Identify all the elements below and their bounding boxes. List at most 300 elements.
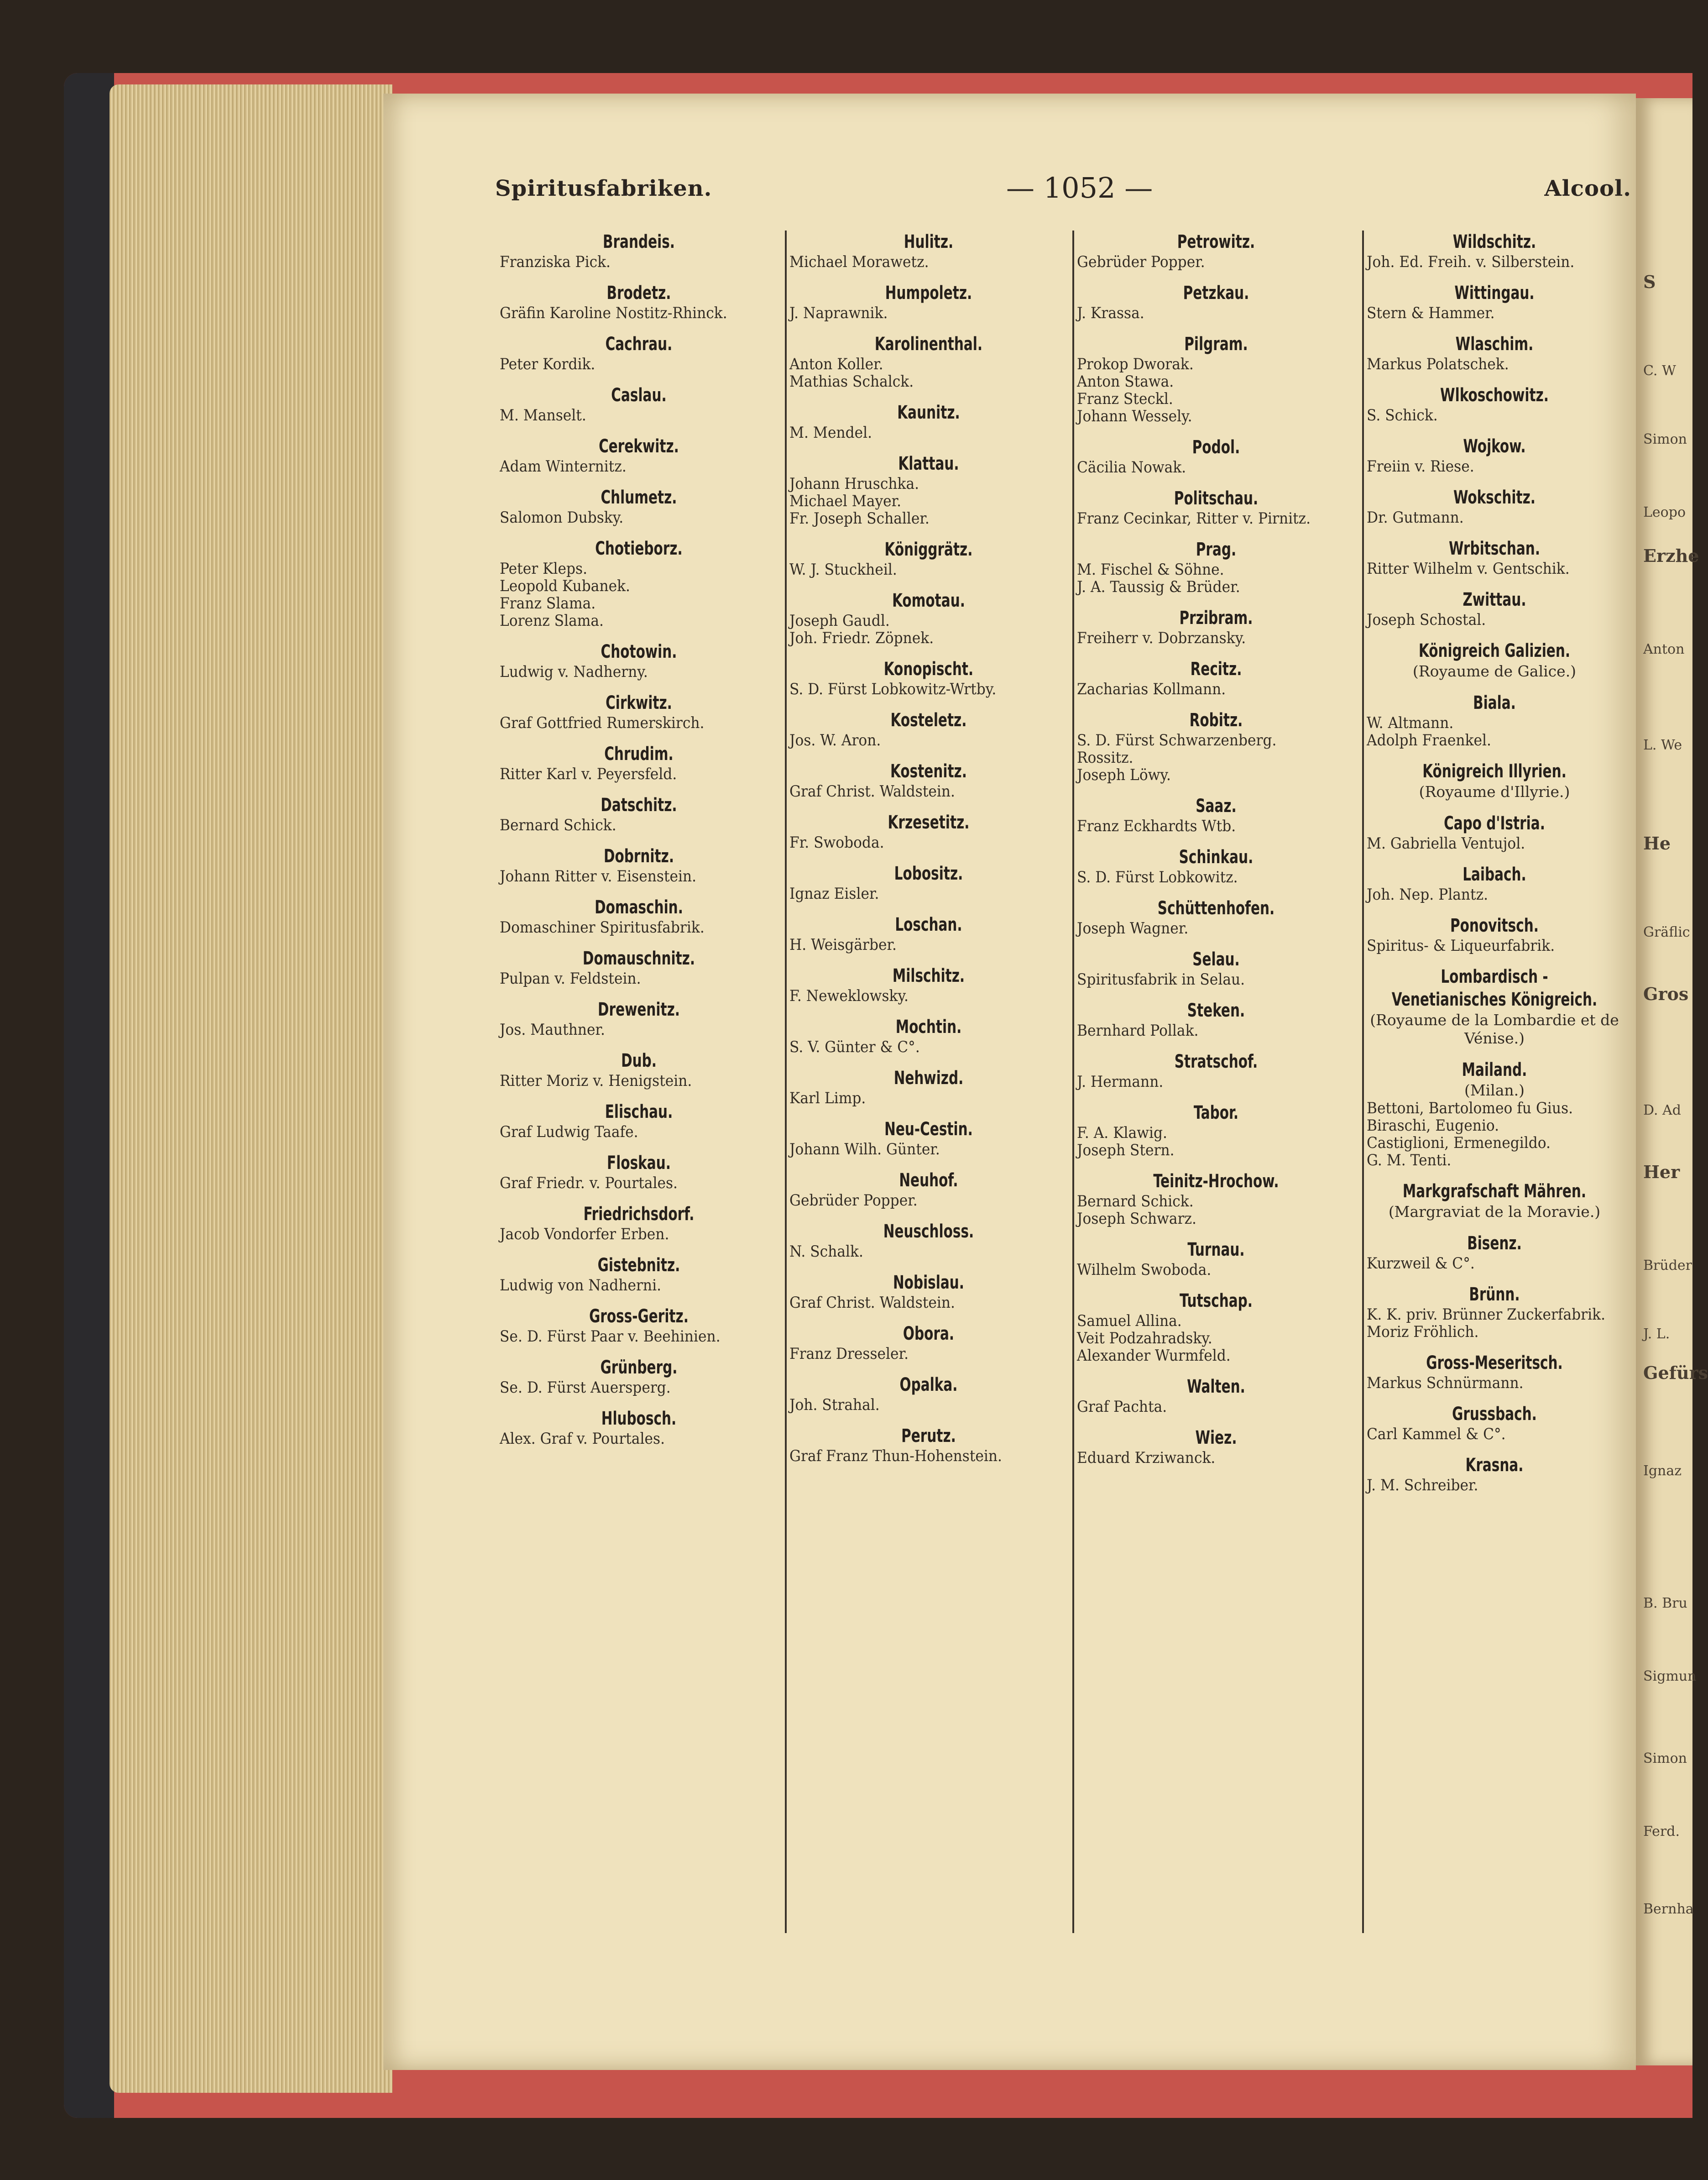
proprietor-name: K. K. priv. Brünner Zuckerfabrik. (1367, 1305, 1606, 1324)
proprietor-name: Peter Kleps. (500, 560, 588, 578)
place-heading: Grussbach. (1452, 1404, 1537, 1425)
directory-column-4 (1367, 231, 1622, 1933)
next-page-fragment: L. We (1643, 737, 1682, 753)
proprietor-name: N. Schalk. (789, 1242, 863, 1261)
place-heading: Komotau. (892, 590, 965, 611)
directory-entry (789, 538, 1068, 578)
directory-entry (1077, 1289, 1355, 1364)
place-heading: Neu-Cestin. (884, 1119, 973, 1140)
proprietor-name: J. Hermann. (1077, 1073, 1164, 1091)
directory-entry (1077, 846, 1355, 886)
next-page-fragment: Anton (1643, 641, 1685, 657)
directory-entry (1367, 282, 1622, 322)
proprietor-name: Markus Polatschek. (1367, 355, 1509, 373)
place-heading: Ponovitsch. (1450, 915, 1539, 936)
place-heading: Robitz. (1189, 710, 1243, 731)
next-page-fragment: Erzhe (1643, 545, 1699, 566)
directory-entry (500, 794, 778, 834)
directory-entry (1077, 436, 1355, 476)
directory-entry (1367, 486, 1622, 526)
directory-entry (789, 1016, 1068, 1056)
directory-entry (789, 1322, 1068, 1362)
place-heading: Caslau. (611, 385, 667, 406)
directory-entry (789, 658, 1068, 698)
running-head-left: Spiritusfabriken. (495, 176, 712, 201)
place-heading: Krzesetitz. (888, 812, 970, 833)
proprietor-name: F. Neweklowsky. (789, 987, 909, 1005)
directory-entry (1367, 1283, 1622, 1341)
proprietor-name: Biraschi, Eugenio. (1367, 1116, 1499, 1135)
place-heading: Obora. (903, 1323, 955, 1344)
proprietor-name: Markus Schnürmann. (1367, 1374, 1524, 1392)
proprietor-name: Alexander Wurmfeld. (1077, 1347, 1231, 1365)
proprietor-name: Joseph Stern. (1077, 1141, 1175, 1159)
place-heading: Wlkoschowitz. (1440, 385, 1549, 406)
proprietor-name: Johann Ritter v. Eisenstein. (500, 867, 697, 886)
next-page-fragment: Ferd. (1643, 1824, 1680, 1839)
place-heading: Bisenz. (1467, 1233, 1522, 1254)
next-page-fragment: Gros (1643, 984, 1689, 1004)
directory-entry (500, 1356, 778, 1396)
place-heading: Perutz. (901, 1425, 956, 1446)
proprietor-name: Bernard Schick. (500, 816, 616, 834)
place-heading: Gistebnitz. (597, 1255, 680, 1276)
directory-entry (1367, 231, 1622, 271)
directory-entry (1367, 1180, 1622, 1221)
place-heading: Zwittau. (1463, 589, 1526, 610)
place-heading: Opalka. (899, 1374, 958, 1395)
next-page-fragment: Sigmun (1643, 1668, 1697, 1684)
place-heading: Domauschnitz. (582, 948, 695, 969)
directory-entry (1077, 607, 1355, 647)
proprietor-name: Anton Stawa. (1077, 372, 1174, 391)
proprietor-name: Graf Ludwig Taafe. (500, 1123, 638, 1141)
next-page-fragment: Gefürs (1643, 1362, 1708, 1383)
directory-entry (1077, 1101, 1355, 1159)
proprietor-name: Zacharias Kollmann. (1077, 680, 1226, 698)
directory-entry (789, 1169, 1068, 1209)
proprietor-name: Peter Kordik. (500, 355, 595, 373)
place-heading: Pilgram. (1184, 334, 1248, 355)
place-heading: Wrbitschan. (1448, 538, 1541, 559)
place-heading: Drewenitz. (598, 999, 680, 1020)
proprietor-name: Pulpan v. Feldstein. (500, 969, 641, 988)
proprietor-name: Johann Wilh. Günter. (789, 1140, 940, 1158)
proprietor-name: Joseph Schwarz. (1077, 1210, 1196, 1228)
proprietor-name: Karl Limp. (789, 1089, 866, 1107)
proprietor-name: H. Weisgärber. (789, 936, 897, 954)
proprietor-name: Spiritus- & Liqueurfabrik. (1367, 937, 1555, 955)
place-heading: Wojkow. (1463, 436, 1526, 457)
place-heading: Königreich Illyrien. (1422, 761, 1567, 782)
place-heading: Elischau. (605, 1101, 673, 1122)
place-heading: Turnau. (1187, 1239, 1245, 1260)
place-heading: Petzkau. (1183, 283, 1249, 304)
proprietor-name: Gräfin Karoline Nostitz-Rhinck. (500, 304, 727, 322)
place-heading: Markgrafschaft Mähren. (1402, 1181, 1587, 1202)
directory-entry (1367, 692, 1622, 749)
proprietor-name: Graf Friedr. v. Pourtales. (500, 1174, 678, 1192)
place-heading: Lobositz. (894, 863, 963, 884)
place-heading: Wokschitz. (1453, 487, 1536, 508)
directory-entry (500, 998, 778, 1038)
next-page-fragment: Gräflic (1643, 924, 1690, 940)
place-heading: Brodetz. (606, 283, 671, 304)
next-page-fragment: Her (1643, 1162, 1680, 1182)
directory-entry (1077, 1050, 1355, 1090)
directory-entry (1367, 1454, 1622, 1494)
proprietor-name: Bernard Schick. (1077, 1192, 1194, 1211)
place-heading: Hlubosch. (601, 1408, 677, 1429)
directory-entry (1367, 863, 1622, 903)
proprietor-name: Ludwig von Nadherni. (500, 1276, 662, 1294)
place-heading: Gross-Meseritsch. (1426, 1352, 1563, 1373)
proprietor-name: M. Manselt. (500, 406, 586, 424)
proprietor-name: W. J. Stuckheil. (789, 561, 897, 579)
proprietor-name: Bernhard Pollak. (1077, 1022, 1199, 1040)
place-heading: Biala. (1473, 692, 1516, 713)
next-page-fragment: J. L. (1643, 1326, 1670, 1342)
place-heading: Neuhof. (899, 1170, 958, 1191)
page-number: — 1052 — (1006, 171, 1153, 204)
proprietor-name: Jacob Vondorfer Erben. (500, 1225, 669, 1243)
proprietor-name: Fr. Swoboda. (789, 833, 884, 852)
place-heading: Politschau. (1174, 488, 1259, 509)
directory-entry (1077, 1375, 1355, 1415)
next-page-fragment: Ignaz (1643, 1463, 1682, 1479)
column-rule (1362, 231, 1364, 1933)
next-page-fragment: S (1643, 272, 1656, 292)
directory-entry (789, 401, 1068, 441)
place-heading: Karolinenthal. (874, 334, 983, 355)
directory-entry (1367, 812, 1622, 852)
directory-entry (1077, 487, 1355, 527)
proprietor-name: Graf Franz Thun-Hohenstein. (789, 1447, 1002, 1465)
directory-column-3 (1077, 231, 1355, 1933)
directory-entry (789, 1373, 1068, 1414)
page-edges (110, 84, 392, 2093)
place-heading: Humpoletz. (885, 283, 972, 304)
proprietor-name: Joseph Gaudl. (789, 612, 890, 630)
proprietor-name: Stern & Hammer. (1367, 304, 1495, 322)
proprietor-name: F. A. Klawig. (1077, 1124, 1167, 1142)
directory-entry (1367, 1403, 1622, 1443)
proprietor-name: Carl Kammel & C°. (1367, 1425, 1506, 1443)
proprietor-name: Dr. Gutmann. (1367, 508, 1464, 527)
directory-entry (1077, 538, 1355, 596)
proprietor-name: Eduard Krziwanck. (1077, 1449, 1216, 1467)
place-heading: Chotieborz. (595, 538, 683, 559)
next-page-fragment: Bernha (1643, 1901, 1694, 1917)
place-heading: Tabor. (1193, 1102, 1239, 1123)
proprietor-name: Joseph Löwy. (1077, 766, 1171, 784)
proprietor-name: Graf Pachta. (1077, 1398, 1167, 1416)
proprietor-name: Michael Morawetz. (789, 253, 929, 271)
place-heading: Dobrnitz. (603, 846, 674, 867)
next-page-fragment: D. Ad (1643, 1102, 1681, 1118)
place-heading: Hulitz. (904, 231, 954, 252)
directory-entry (500, 1100, 778, 1141)
directory-entry (500, 333, 778, 373)
place-heading: Kosteletz. (890, 710, 967, 731)
directory-entry (500, 537, 778, 629)
place-heading: Laibach. (1463, 864, 1526, 885)
proprietor-name: M. Fischel & Söhne. (1077, 561, 1224, 579)
place-heading: Capo d'Istria. (1444, 813, 1545, 834)
directory-entry (1367, 333, 1622, 373)
next-page-fragment: He (1643, 833, 1671, 854)
directory-entry (1367, 965, 1622, 1048)
directory-entry (1367, 1059, 1622, 1169)
proprietor-name: Freiherr v. Dobrzansky. (1077, 629, 1246, 647)
directory-entry (500, 1049, 778, 1090)
proprietor-name: M. Gabriella Ventujol. (1367, 834, 1525, 853)
directory-entry (1077, 709, 1355, 784)
directory-entry (789, 862, 1068, 902)
directory-entry (1077, 1170, 1355, 1227)
directory-entry (789, 709, 1068, 749)
directory-column-1 (500, 231, 778, 1933)
directory-entry (789, 1118, 1068, 1158)
directory-entry (500, 947, 778, 987)
place-translation: (Milan.) (1464, 1081, 1525, 1099)
proprietor-name: Ludwig v. Nadherny. (500, 663, 648, 681)
directory-entry (1077, 897, 1355, 937)
place-heading: Chrudim. (604, 744, 674, 765)
column-rule (785, 231, 787, 1933)
directory-entry (1077, 795, 1355, 835)
proprietor-name: Franz Dresseler. (789, 1345, 909, 1363)
next-page-fragment: Simon (1643, 431, 1687, 447)
place-heading: Cirkwitz. (606, 692, 672, 713)
place-heading: Krasna. (1465, 1455, 1524, 1476)
proprietor-name: J. M. Schreiber. (1367, 1476, 1478, 1494)
place-heading: Kostenitz. (890, 761, 967, 782)
proprietor-name: S. D. Fürst Lobkowitz. (1077, 868, 1238, 886)
directory-entry (789, 913, 1068, 954)
proprietor-name: Leopold Kubanek. (500, 577, 631, 595)
proprietor-name: Jos. W. Aron. (789, 731, 881, 749)
place-heading: Friedrichsdorf. (583, 1204, 695, 1225)
proprietor-name: Ignaz Eisler. (789, 885, 879, 903)
proprietor-name: Graf Christ. Waldstein. (789, 1294, 955, 1312)
directory-entry (500, 282, 778, 322)
next-page-fragment: B. Bru (1643, 1595, 1687, 1611)
directory-entry (789, 231, 1068, 271)
place-heading: Königreich Galizien. (1418, 640, 1571, 661)
proprietor-name: Joseph Schostal. (1367, 611, 1486, 629)
directory-entry (500, 1203, 778, 1243)
directory-entry (500, 231, 778, 271)
place-heading: Brünn. (1469, 1284, 1520, 1305)
place-heading: Dub. (621, 1050, 657, 1071)
place-heading: Klattau. (898, 453, 959, 474)
place-translation: (Royaume de la Lombardie et de Vénise.) (1370, 1011, 1619, 1047)
proprietor-name: S. Schick. (1367, 406, 1438, 424)
place-heading: Grünberg. (600, 1357, 678, 1378)
place-heading: Wildschitz. (1452, 231, 1536, 252)
proprietor-name: S. V. Günter & C°. (789, 1038, 920, 1056)
place-heading: Schinkau. (1179, 847, 1254, 868)
place-heading: Stratschof. (1174, 1051, 1258, 1072)
place-heading: Recitz. (1190, 659, 1242, 680)
directory-entry (1077, 282, 1355, 322)
proprietor-name: Salomon Dubsky. (500, 508, 624, 527)
place-heading: Lombardisch - Venetianisches Königreich. (1391, 966, 1598, 1010)
place-heading: Petrowitz. (1177, 231, 1255, 252)
place-heading: Przibram. (1179, 608, 1253, 629)
directory-entry (789, 1220, 1068, 1260)
proprietor-name: Franz Steckl. (1077, 390, 1173, 408)
proprietor-name: Se. D. Fürst Auersperg. (500, 1378, 671, 1397)
directory-entry (1077, 948, 1355, 988)
proprietor-name: J. A. Taussig & Brüder. (1077, 578, 1240, 596)
place-heading: Teinitz-Hrochow. (1153, 1171, 1279, 1192)
directory-entry (500, 845, 778, 885)
directory-entry (789, 811, 1068, 851)
proprietor-name: Michael Mayer. (789, 492, 902, 510)
directory-entry (500, 743, 778, 783)
directory-entry (789, 1425, 1068, 1465)
directory-entry (789, 964, 1068, 1005)
place-heading: Saaz. (1196, 796, 1237, 817)
proprietor-name: Spiritusfabrik in Selau. (1077, 970, 1245, 989)
directory-entry (1077, 999, 1355, 1039)
place-translation: (Royaume d'Illyrie.) (1419, 783, 1570, 801)
proprietor-name: Ritter Wilhelm v. Gentschik. (1367, 560, 1570, 578)
proprietor-name: Graf Christ. Waldstein. (789, 782, 955, 801)
running-head-right: Alcool. (1544, 176, 1631, 201)
directory-entry (500, 486, 778, 526)
place-heading: Schüttenhofen. (1157, 898, 1275, 919)
directory-entry (1367, 1352, 1622, 1392)
directory-entry (1367, 588, 1622, 629)
proprietor-name: Veit Podzahradsky. (1077, 1329, 1212, 1347)
directory-entry (1367, 384, 1622, 424)
proprietor-name: Graf Gottfried Rumerskirch. (500, 714, 705, 732)
directory-entry (1077, 1426, 1355, 1467)
place-heading: Walten. (1187, 1376, 1245, 1397)
proprietor-name: Domaschiner Spiritusfabrik. (500, 918, 705, 937)
proprietor-name: S. D. Fürst Schwarzenberg. (1077, 731, 1277, 749)
proprietor-name: Prokop Dworak. (1077, 355, 1194, 373)
place-heading: Datschitz. (601, 795, 677, 816)
directory-entry (500, 384, 778, 424)
directory-entry (789, 333, 1068, 390)
next-page-edge (1636, 98, 1708, 2065)
place-heading: Wittingau. (1454, 283, 1535, 304)
proprietor-name: J. Krassa. (1077, 304, 1144, 322)
directory-entry (789, 282, 1068, 322)
directory-entry (1367, 537, 1622, 577)
directory-entry (500, 1407, 778, 1447)
place-heading: Kaunitz. (897, 402, 960, 423)
directory-entry (1077, 1238, 1355, 1279)
place-heading: Selau. (1192, 949, 1240, 970)
proprietor-name: Bettoni, Bartolomeo fu Gius. (1367, 1099, 1573, 1117)
book-spine (64, 73, 114, 2118)
directory-entry (500, 896, 778, 936)
proprietor-name: Ritter Karl v. Peyersfeld. (500, 765, 677, 783)
directory-entry (789, 589, 1068, 647)
place-heading: Chlumetz. (601, 487, 677, 508)
proprietor-name: J. Naprawnik. (789, 304, 888, 322)
place-heading: Loschan. (895, 914, 962, 935)
running-head (495, 171, 1631, 212)
proprietor-name: Alex. Graf v. Pourtales. (500, 1430, 665, 1448)
place-heading: Mochtin. (895, 1017, 962, 1038)
directory-entry (500, 692, 778, 732)
directory-entry (1367, 1232, 1622, 1272)
directory-entry (1367, 760, 1622, 801)
place-heading: Cachrau. (605, 334, 673, 355)
directory-entry (500, 1152, 778, 1192)
proprietor-name: Johann Wessely. (1077, 407, 1192, 425)
place-heading: Steken. (1187, 1000, 1245, 1021)
proprietor-name: Cäcilia Nowak. (1077, 458, 1186, 477)
place-heading: Floskau. (607, 1153, 671, 1174)
directory-entry (1367, 639, 1622, 681)
proprietor-name: Wilhelm Swoboda. (1077, 1261, 1212, 1279)
next-page-fragment: C. W (1643, 363, 1676, 379)
directory-entry (1077, 231, 1355, 271)
proprietor-name: Joh. Nep. Plantz. (1367, 886, 1489, 904)
directory-entry (789, 760, 1068, 800)
proprietor-name: Joh. Ed. Freih. v. Silberstein. (1367, 253, 1575, 271)
next-page-fragment: Leopo (1643, 504, 1686, 520)
directory-entry (789, 1067, 1068, 1107)
proprietor-name: Adolph Fraenkel. (1367, 731, 1491, 749)
directory-entry (500, 640, 778, 681)
proprietor-name: Franziska Pick. (500, 253, 611, 271)
proprietor-name: Freiin v. Riese. (1367, 457, 1474, 476)
proprietor-name: Gebrüder Popper. (1077, 253, 1205, 271)
directory-entry (1367, 914, 1622, 954)
proprietor-name: Moriz Fröhlich. (1367, 1323, 1479, 1341)
proprietor-name: Mathias Schalck. (789, 372, 914, 391)
place-heading: Wlaschim. (1455, 334, 1534, 355)
place-translation: (Margraviat de la Moravie.) (1388, 1203, 1601, 1221)
directory-entry (500, 435, 778, 475)
proprietor-name: Castiglioni, Ermenegildo. (1367, 1134, 1551, 1152)
proprietor-name: Anton Koller. (789, 355, 883, 373)
proprietor-name: Johann Hruschka. (789, 475, 919, 493)
place-heading: Königgrätz. (884, 539, 973, 560)
place-heading: Konopischt. (883, 659, 974, 680)
proprietor-name: Adam Winternitz. (500, 457, 627, 476)
proprietor-name: S. D. Fürst Lobkowitz-Wrtby. (789, 680, 997, 698)
proprietor-name: Joh. Strahal. (789, 1396, 880, 1414)
place-heading: Chotowin. (601, 641, 677, 662)
place-heading: Nobislau. (893, 1272, 965, 1293)
proprietor-name: Gebrüder Popper. (789, 1191, 918, 1210)
place-heading: Wiez. (1195, 1427, 1237, 1448)
proprietor-name: M. Mendel. (789, 424, 872, 442)
place-heading: Mailand. (1462, 1059, 1527, 1080)
directory-entry (789, 452, 1068, 527)
proprietor-name: Joseph Wagner. (1077, 919, 1189, 938)
directory-entry (1367, 435, 1622, 475)
place-heading: Prag. (1196, 539, 1237, 560)
next-page-fragment: Simon (1643, 1750, 1687, 1766)
directory-entry (789, 1271, 1068, 1311)
proprietor-name: Franz Slama. (500, 594, 596, 613)
place-heading: Podol. (1192, 437, 1240, 458)
proprietor-name: Fr. Joseph Schaller. (789, 509, 930, 528)
proprietor-name: W. Altmann. (1367, 714, 1454, 732)
directory-column-2 (789, 231, 1068, 1933)
place-heading: Nehwizd. (893, 1068, 964, 1089)
